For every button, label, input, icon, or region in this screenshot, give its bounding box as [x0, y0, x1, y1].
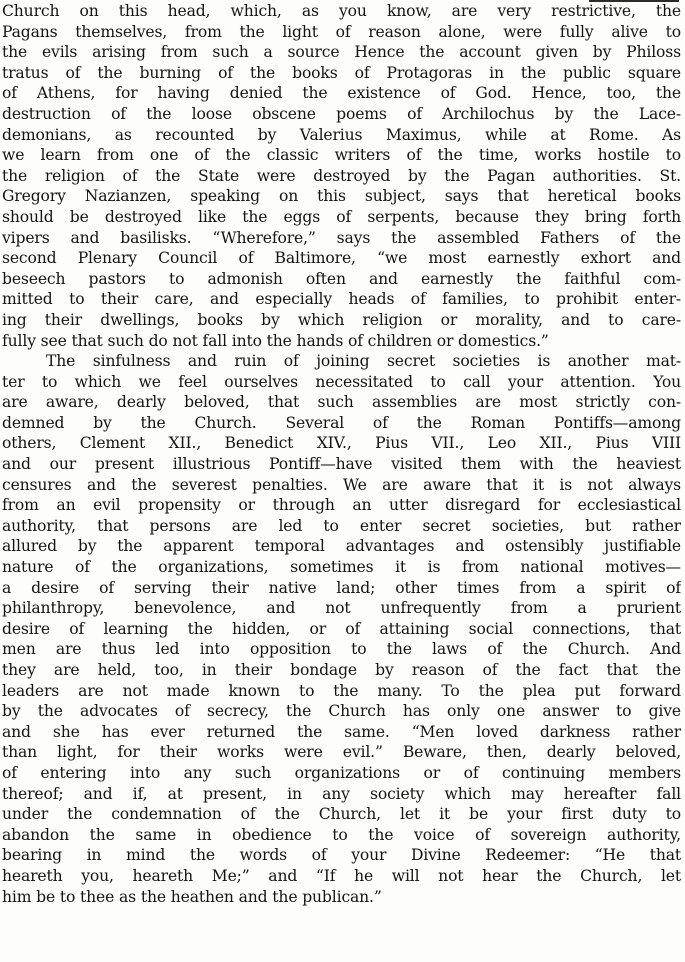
paragraph-start-line: The sinfulness and ruin of joining secret societies is another mat- [46, 352, 681, 371]
text-line: the evils arising from such a source Hence the account given by Philoss [2, 43, 681, 62]
text-line: allured by the apparent temporal advantages and ostensibly justifiable [2, 537, 681, 556]
text-line: heareth you, heareth Me;” and “If he will not hear the Church, let [2, 866, 681, 885]
text-line: Pagans themselves, from the light of reason alone, were fully alive to [2, 22, 681, 41]
text-line: censures and the severest penalties. We are aware that it is not always [2, 475, 681, 494]
text-line: and she has ever returned the same. “Men loved darkness rather [2, 722, 681, 741]
text-line: ter to which we feel ourselves necessitated to call your attention. You [2, 372, 681, 391]
text-line: thereof; and if, at present, in any society which may hereafter fall [2, 784, 681, 803]
text-line: leaders are not made known to the many. To the plea put forward [2, 681, 681, 700]
text-line: than light, for their works were evil.” Beware, then, dearly beloved, [2, 743, 681, 762]
text-line: beseech pastors to admonish often and earnestly the faithful com- [2, 269, 681, 288]
text-line: him be to thee as the heathen and the publican.” [2, 887, 382, 906]
text-line: tratus of the burning of the books of Protagoras in the public square [2, 63, 681, 82]
text-line: ing their dwellings, books by which religion or morality, and to care- [2, 310, 681, 329]
text-line: of entering into any such organizations or of continuing members [2, 763, 681, 782]
text-line: we learn from one of the classic writers of the time, works hostile to [2, 146, 681, 165]
column-rule [589, 0, 679, 2]
text-line: a desire of serving their native land; other times from a spirit of [2, 578, 681, 597]
text-line: destruction of the loose obscene poems of Archilochus by the Lace- [2, 104, 681, 123]
text-line: authority, that persons are led to enter secret societies, but rather [2, 516, 681, 535]
text-line: philanthropy, benevolence, and not unfrequently from a prurient [2, 599, 681, 618]
text-line: are aware, dearly beloved, that such assemblies are most strictly con- [2, 393, 681, 412]
text-line: they are held, too, in their bondage by reason of the fact that the [2, 661, 681, 679]
text-line: others, Clement XII., Benedict XIV., Pius VII., Leo XII., Pius VIII [2, 434, 681, 453]
text-line: Church on this head, which, as you know, are very restrictive, the [2, 2, 681, 20]
text-line: of Athens, for having denied the existence of God. Hence, too, the [2, 84, 681, 103]
text-line: vipers and basilisks. “Wherefore,” says the assembled Fathers of the [2, 228, 681, 247]
text-line: demonians, as recounted by Valerius Maximus, while at Rome. As [2, 125, 681, 144]
text-line: should be destroyed like the eggs of serpents, because they bring forth [2, 207, 681, 226]
text-line: second Plenary Council of Baltimore, “we most earnestly exhort and [2, 249, 681, 268]
text-line: bearing in mind the words of your Divine Redeemer: “He that [2, 846, 681, 865]
text-line: men are thus led into opposition to the laws of the Church. And [2, 640, 681, 659]
text-line: abandon the same in obedience to the voice of sovereign authority, [2, 825, 681, 844]
text-line: Gregory Nazianzen, speaking on this subject, says that heretical books [2, 187, 681, 206]
text-line: under the condemnation of the Church, let it be your first duty to [2, 805, 681, 824]
text-line: from an evil propensity or through an utter disregard for ecclesiastical [2, 496, 681, 515]
text-line: and our present illustrious Pontiff—have visited them with the heaviest [2, 455, 681, 474]
text-line: by the advocates of secrecy, the Church has only one answer to give [2, 702, 681, 721]
text-line: nature of the organizations, sometimes it is from national motives— [2, 558, 681, 577]
article-column [2, 1, 681, 907]
text-line: mitted to their care, and especially heads of families, to prohibit enter- [2, 290, 681, 309]
text-line: the religion of the State were destroyed by the Pagan authorities. St. [2, 166, 681, 185]
text-line: fully see that such do not fall into the hands of children or domestics.” [2, 331, 549, 350]
text-line: desire of learning the hidden, or of attaining social connections, that [2, 619, 681, 638]
text-line: demned by the Church. Several of the Roman Pontiffs—among [2, 413, 681, 432]
